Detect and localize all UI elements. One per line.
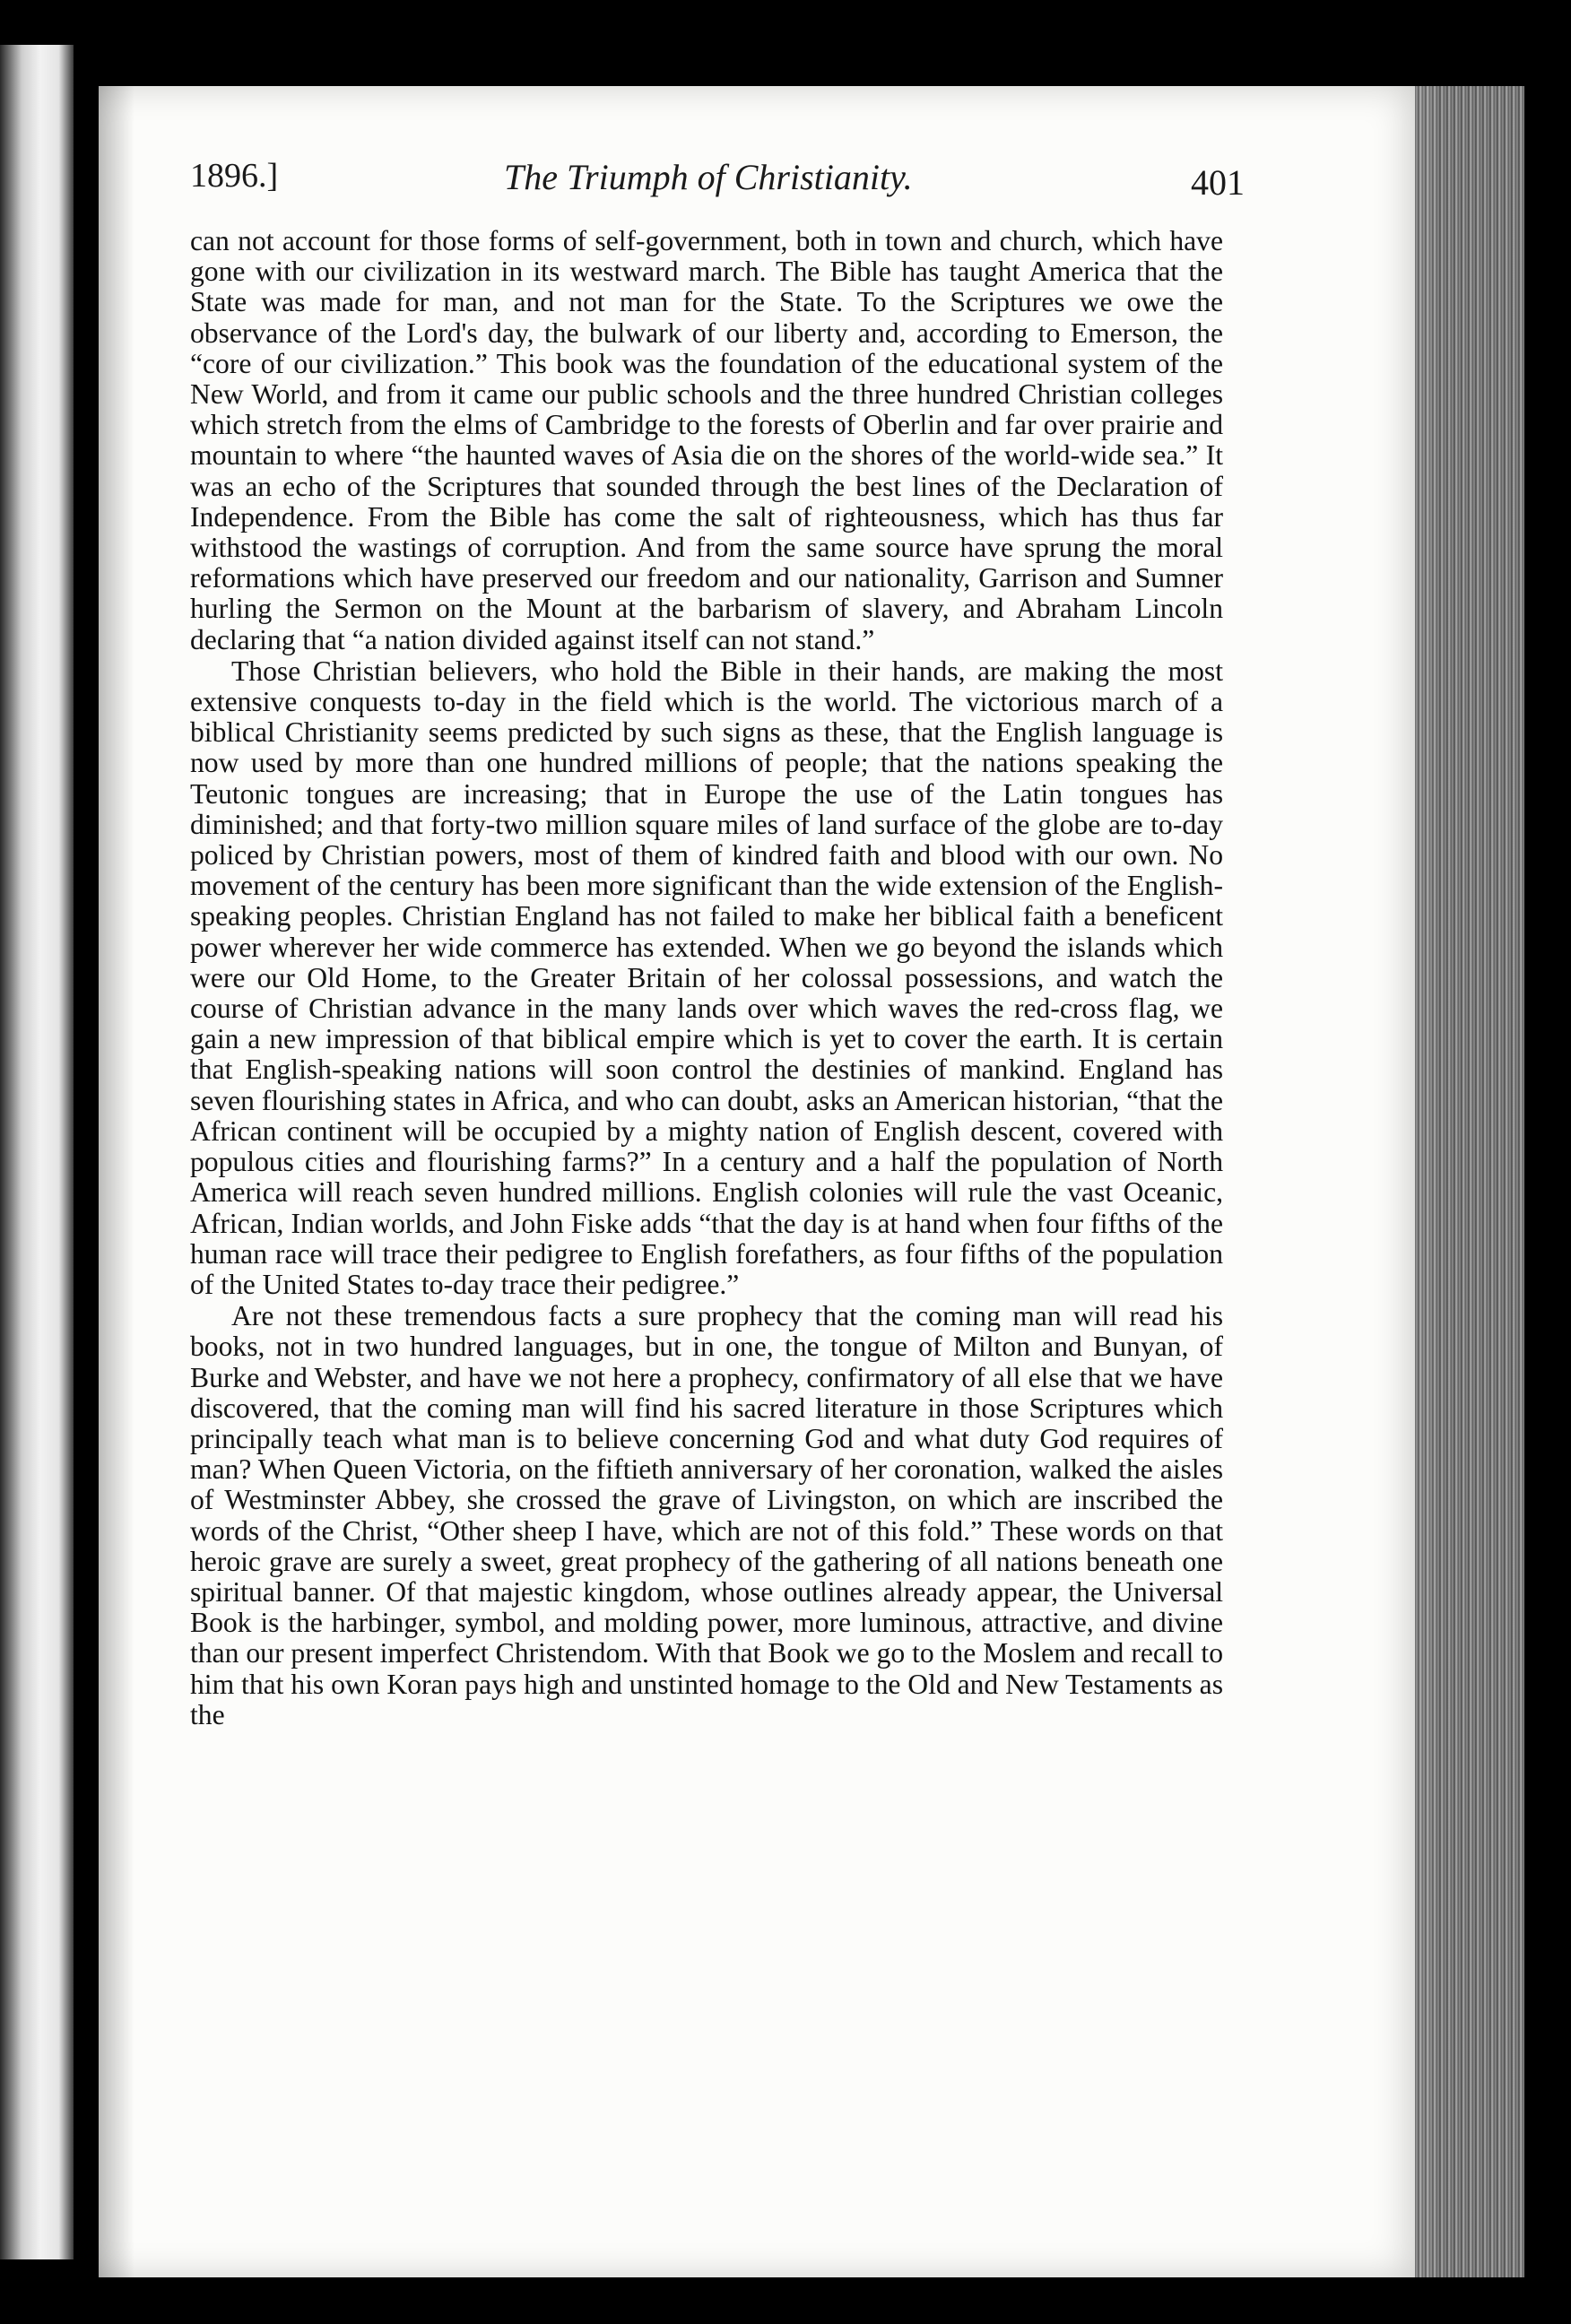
body-text [190,226,1223,1730]
paragraph: Those Christian believers, who hold the Bible in their hands, are making the most extensive conquests to-day in the field which is the world. The victorious march of a biblical Christianity seems predicted by such signs as these, that the English language is now used by more than one hundred millions of people; that the nations speaking the Teutonic tongues are increasing; that in Europe the use of the Latin tongues has diminished; and that forty-two million square miles of land surface of the globe are to-day policed by Christian powers, most of them of kindred faith and blood with our own. No movement of the century has been more significant than the wide extension of the English-speaking peoples. Christian England has not failed to make her biblical faith a beneficent power wherever her wide commerce has extended. When we go beyond the islands which were our Old Home, to the Greater Britain of her colossal possessions, and watch the course of Christian advance in the many lands over which waves the red-cross flag, we gain a new impression of that biblical empire which is yet to cover the earth. It is certain that English-speaking nations will soon control the destinies of mankind. England has seven flourishing states in Africa, and who can doubt, asks an American historian, “that the African continent will be occupied by a mighty nation of English descent, covered with populous cities and flourishing farms?” In a century and a half the population of North America will reach seven hundred millions. English colonies will rule the vast Oceanic, African, Indian worlds, and John Fiske adds “that the day is at hand when four fifths of the human race will trace their pedigree to English forefathers, as four fifths of the population of the United States to-day trace their pedigree.” [190,655,1223,1300]
previous-page-edge [0,45,74,2259]
running-head [190,151,1245,204]
page-fore-edge [1415,86,1524,2277]
gutter-shadow [99,86,135,2277]
page-number: 401 [1191,162,1245,203]
running-head-year: 1896.] [190,157,279,195]
paragraph: can not account for those forms of self-government, both in town and church, which have gone with our civilization in its westward march. The Bible has taught America that the State was made for man, and not man for the State. To the Scriptures we owe the observance of the Lord's day, the bulwark of our liberty and, according to Emerson, the “core of our civilization.” This book was the foundation of the educational system of the New World, and from it came our public schools and the three hundred Christian colleges which stretch from the elms of Cambridge to the forests of Oberlin and far over prairie and mountain to where “the haunted waves of Asia die on the shores of the world-wide sea.” It was an echo of the Scriptures that sounded through the best lines of the Declaration of Independence. From the Bible has come the salt of righteousness, which has thus far withstood the wastings of corruption. And from the same source have sprung the moral reformations which have preserved our freedom and our nationality, Garrison and Sumner hurling the Sermon on the Mount at the barbarism of slavery, and Abraham Lincoln declaring that “a nation divided against itself can not stand.” [190,225,1223,655]
running-head-title: The Triumph of Christianity. [504,157,913,197]
paragraph: Are not these tremendous facts a sure prophecy that the coming man will read his books, not in two hundred languages, but in one, the tongue of Milton and Bunyan, of Burke and Webster, and have we not here a prophecy, confirmatory of all else that we have discovered, that the coming man will find his sacred literature in those Scriptures which principally teach what man is to believe concerning God and what duty God requires of man? When Queen Victoria, on the fiftieth anniversary of her coronation, walked the aisles of Westminster Abbey, she crossed the grave of Livingston, on which are inscribed the words of the Christ, “Other sheep I have, which are not of this fold.” These words on that heroic grave are surely a sweet, great prophecy of the gathering of all nations beneath one spiritual banner. Of that majestic kingdom, whose outlines already appear, the Universal Book is the harbinger, symbol, and molding power, more luminous, attractive, and divine than our present imperfect Christendom. With that Book we go to the Moslem and recall to him that his own Koran pays high and unstinted homage to the Old and New Testaments as the [190,1300,1223,1730]
